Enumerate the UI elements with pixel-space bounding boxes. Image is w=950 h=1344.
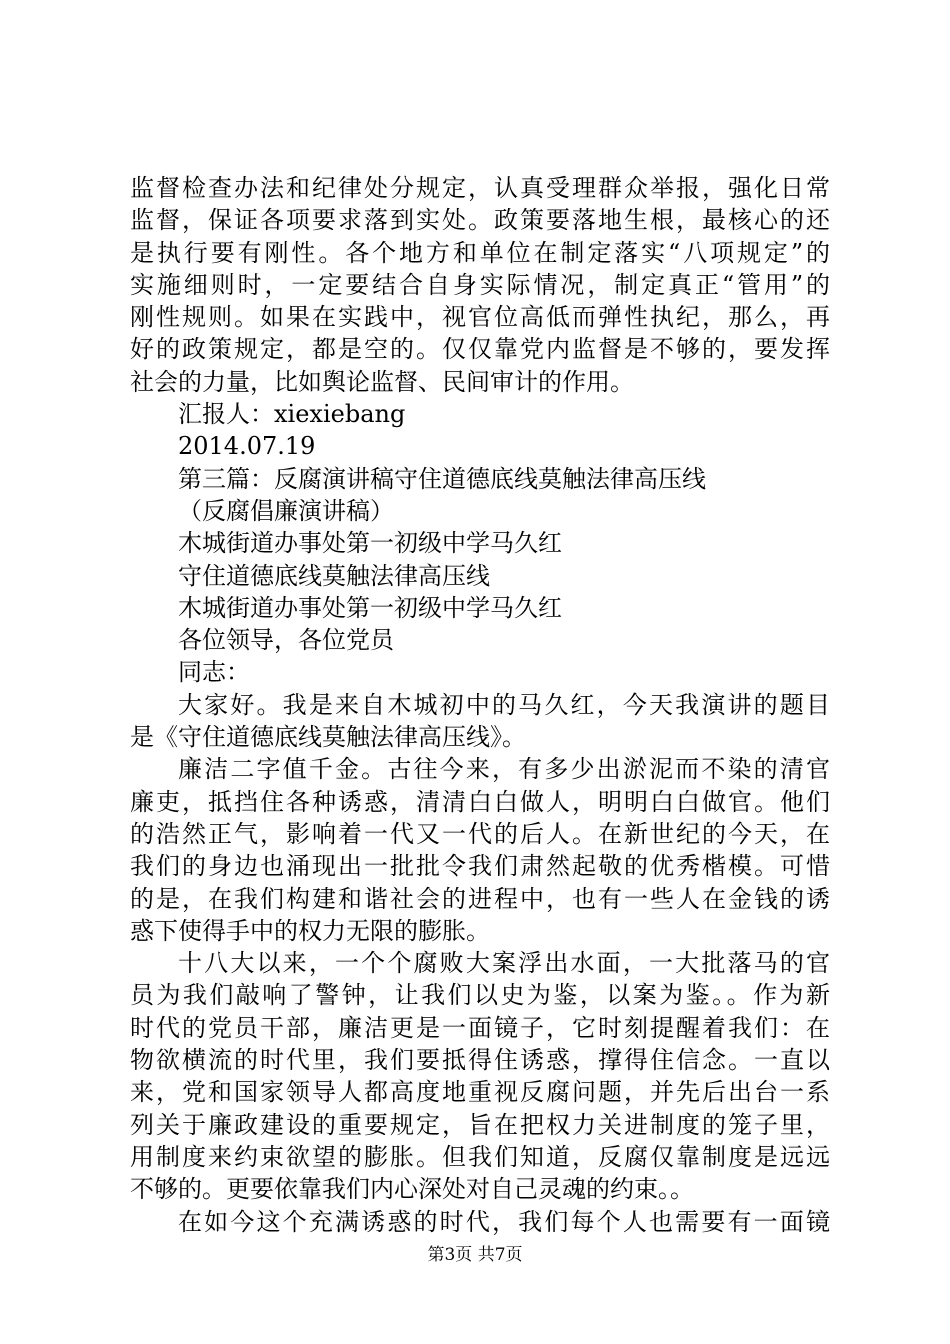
document-body [130,172,830,1238]
body-line: 我们的身边也涌现出一批批令我们肃然起敬的优秀楷模。可惜 [130,852,830,881]
body-line: 用制度来约束欲望的膨胀。但我们知道，反腐仅靠制度是远远 [130,1142,830,1171]
body-line: 实施细则时，一定要结合自身实际情况，制定真正“管用”的 [130,270,830,299]
body-line: 惑下使得手中的权力无限的膨胀。 [130,916,490,945]
body-line: 时代的党员干部，廉洁更是一面镜子，它时刻提醒着我们：在 [130,1013,830,1042]
body-line: 不够的。更要依靠我们内心深处对自己灵魂的约束。。 [130,1175,694,1204]
body-line: 社会的力量，比如舆论监督、民间审计的作用。 [130,367,634,396]
body-line: 是执行要有刚性。各个地方和单位在制定落实“八项规定”的 [130,238,830,267]
speech-title: 守住道德底线莫触法律高压线 [178,561,490,590]
body-line: 是《守住道德底线莫触法律高压线》。 [130,723,526,752]
body-line: 的是，在我们构建和谐社会的进程中，也有一些人在金钱的诱 [130,884,830,913]
body-line: 大家好。我是来自木城初中的马久红，今天我演讲的题目 [178,690,830,719]
body-line: 来，党和国家领导人都高度地重视反腐问题，并先后出台一系 [130,1078,830,1107]
body-line: 十八大以来，一个个腐败大案浮出水面，一大批落马的官 [178,949,830,978]
body-line: 刚性规则。如果在实践中，视官位高低而弹性执纪，那么，再 [130,303,830,332]
body-line: 廉洁二字值千金。古往今来，有多少出淤泥而不染的清官 [178,755,830,784]
body-line: 好的政策规定，都是空的。仅仅靠党内监督是不够的，要发挥 [130,335,830,364]
salutation-line: 各位领导，各位党员 [178,626,394,655]
body-line: 物欲横流的时代里，我们要抵得住诱惑，撑得住信念。一直以 [130,1046,830,1075]
body-line: 监督检查办法和纪律处分规定，认真受理群众举报，强化日常 [130,174,830,202]
body-line: 监督，保证各项要求落到实处。政策要落地生根，最核心的还 [130,206,830,235]
reporter-line: 汇报人：xiexiebang [178,400,406,429]
body-line: 廉吏，抵挡住各种诱惑，清清白白做人，明明白白做官。他们 [130,787,830,816]
body-line: 列关于廉政建设的重要规定，旨在把权力关进制度的笼子里， [130,1110,830,1139]
subtitle-line: （反腐倡廉演讲稿） [178,496,394,525]
author-line: 木城街道办事处第一初级中学马久红 [178,529,562,558]
body-line: 在如今这个充满诱惑的时代，我们每个人也需要有一面镜 [178,1207,830,1236]
author-line: 木城街道办事处第一初级中学马久红 [178,593,562,622]
body-line: 员为我们敲响了警钟，让我们以史为鉴，以案为鉴。。作为新 [130,981,830,1010]
date-line: 2014.07.19 [178,432,316,461]
section-title: 第三篇：反腐演讲稿守住道德底线莫触法律高压线 [178,464,706,493]
salutation-line: 同志： [178,658,250,687]
body-line: 的浩然正气，影响着一代又一代的后人。在新世纪的今天，在 [130,819,830,848]
page-number-footer: 第3页 共7页 [427,1245,523,1265]
